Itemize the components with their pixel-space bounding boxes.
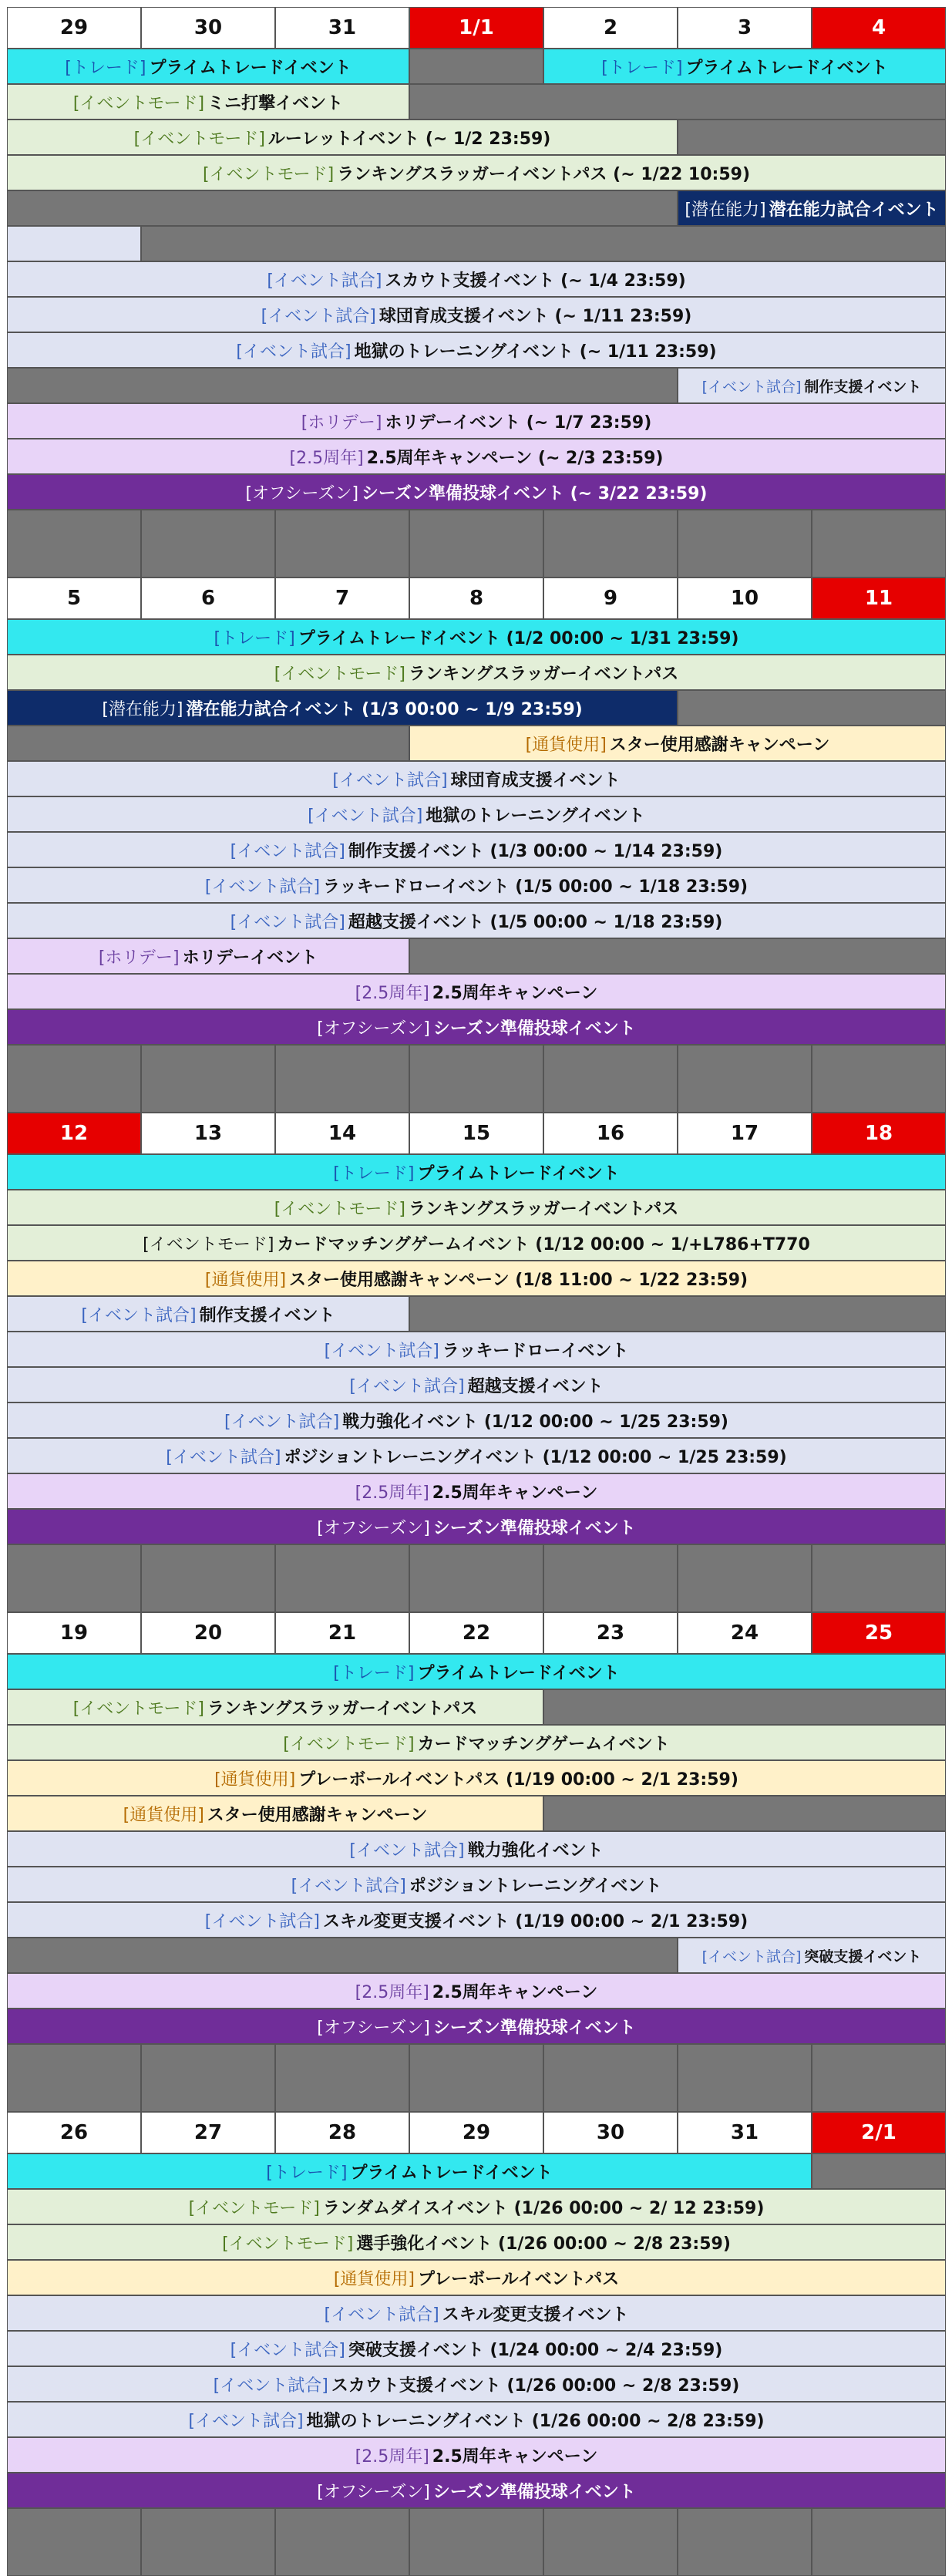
date-header[interactable]: 29 bbox=[409, 2112, 543, 2153]
event-category-tag: [イベント試合] bbox=[204, 1911, 320, 1931]
event-bar[interactable] bbox=[7, 690, 678, 726]
event-bar[interactable] bbox=[7, 1296, 409, 1332]
event-bar[interactable] bbox=[7, 938, 409, 974]
empty-slot bbox=[812, 1544, 946, 1612]
event-title: 球団育成支援イベント (~ 1/11 23:59) bbox=[378, 306, 692, 326]
event-category-tag: [2.5周年] bbox=[355, 983, 429, 1003]
event-category-tag: [イベント試合] bbox=[324, 1341, 439, 1361]
empty-slot bbox=[812, 2044, 946, 2112]
empty-slot bbox=[7, 2044, 141, 2112]
event-title: 地獄のトレーニングイベント (~ 1/11 23:59) bbox=[354, 342, 717, 362]
event-title: 超越支援イベント (1/5 00:00 ~ 1/18 23:59) bbox=[348, 912, 723, 932]
date-header[interactable]: 19 bbox=[7, 1612, 141, 1654]
event-bar[interactable] bbox=[7, 2260, 946, 2295]
event-category-tag: [トレード] bbox=[333, 1163, 415, 1184]
event-category-tag: [イベントモード] bbox=[222, 2234, 354, 2254]
empty-slot bbox=[678, 2044, 812, 2112]
event-title: ホリデーイベント (~ 1/7 23:59) bbox=[385, 412, 652, 433]
event-category-tag: [イベントモード] bbox=[274, 1199, 406, 1219]
empty-slot bbox=[409, 49, 543, 84]
event-bar[interactable] bbox=[7, 1190, 946, 1225]
date-header[interactable]: 7 bbox=[275, 577, 409, 619]
event-bar[interactable] bbox=[7, 974, 946, 1009]
event-title: ラッキードローイベント (1/5 00:00 ~ 1/18 23:59) bbox=[323, 877, 748, 897]
date-header[interactable]: 2 bbox=[543, 7, 678, 49]
event-category-tag: [イベント試合] bbox=[166, 1447, 281, 1467]
event-category-tag: [イベント試合] bbox=[261, 306, 376, 326]
empty-slot bbox=[678, 2508, 812, 2576]
event-category-tag: [2.5周年] bbox=[355, 2446, 429, 2467]
event-bar[interactable] bbox=[7, 1725, 946, 1760]
empty-slot bbox=[409, 1045, 543, 1113]
event-bar[interactable] bbox=[7, 120, 678, 155]
empty-slot bbox=[275, 2044, 409, 2112]
event-category-tag: [オフシーズン] bbox=[317, 2482, 430, 2502]
date-header[interactable]: 8 bbox=[409, 577, 543, 619]
event-title: 2.5周年キャンペーン bbox=[432, 1982, 598, 2002]
event-category-tag: [イベントモード] bbox=[72, 1699, 205, 1719]
event-title: 戦力強化イベント (1/12 00:00 ~ 1/25 23:59) bbox=[342, 1412, 728, 1432]
date-header[interactable]: 14 bbox=[275, 1113, 409, 1154]
event-title: ルーレットイベント (~ 1/2 23:59) bbox=[267, 129, 551, 149]
event-category-tag: [潜在能力] bbox=[685, 200, 766, 220]
event-category-tag: [オフシーズン] bbox=[317, 2018, 430, 2038]
event-bar[interactable] bbox=[7, 2331, 946, 2366]
event-category-tag: [通貨使用] bbox=[333, 2269, 415, 2289]
date-header[interactable]: 20 bbox=[141, 1612, 275, 1654]
empty-slot bbox=[543, 510, 678, 577]
empty-slot bbox=[141, 2044, 275, 2112]
event-category-tag: [通貨使用] bbox=[214, 1770, 296, 1790]
empty-slot bbox=[141, 1544, 275, 1612]
event-bar[interactable] bbox=[7, 1831, 946, 1867]
empty-slot bbox=[409, 1544, 543, 1612]
event-title: 2.5周年キャンペーン bbox=[432, 983, 598, 1003]
event-category-tag: [トレード] bbox=[65, 58, 146, 78]
date-header[interactable]: 16 bbox=[543, 1113, 678, 1154]
event-title: プレーボールイベントパス (1/19 00:00 ~ 2/1 23:59) bbox=[298, 1770, 738, 1790]
event-title: 2.5周年キャンペーン bbox=[432, 1483, 598, 1503]
event-title: プレーボールイベントパス bbox=[418, 2269, 620, 2289]
empty-slot bbox=[7, 1045, 141, 1113]
event-bar[interactable] bbox=[7, 49, 409, 84]
empty-slot bbox=[7, 510, 141, 577]
event-category-tag: [2.5周年] bbox=[355, 1982, 429, 2002]
event-title: スカウト支援イベント (~ 1/4 23:59) bbox=[385, 271, 686, 291]
event-category-tag: [オフシーズン] bbox=[317, 1518, 430, 1538]
event-category-tag: [ホリデー] bbox=[98, 948, 180, 968]
empty-slot bbox=[678, 510, 812, 577]
date-header[interactable]: 11 bbox=[812, 577, 946, 619]
date-header[interactable]: 13 bbox=[141, 1113, 275, 1154]
event-category-tag: [2.5周年] bbox=[355, 1483, 429, 1503]
event-bar[interactable] bbox=[409, 726, 946, 761]
event-category-tag: [イベント試合] bbox=[230, 912, 345, 932]
event-category-tag: [イベント試合] bbox=[188, 2411, 304, 2431]
event-title: 地獄のトレーニングイベント (1/26 00:00 ~ 2/8 23:59) bbox=[306, 2411, 765, 2431]
date-header[interactable]: 2/1 bbox=[812, 2112, 946, 2153]
event-bar[interactable] bbox=[7, 84, 409, 120]
date-header[interactable]: 4 bbox=[812, 7, 946, 49]
event-title: プライムトレードイベント bbox=[417, 1163, 620, 1184]
date-header[interactable]: 29 bbox=[7, 7, 141, 49]
empty-slot bbox=[812, 510, 946, 577]
event-category-tag: [イベントモード] bbox=[143, 1234, 274, 1254]
event-bar[interactable] bbox=[7, 1009, 946, 1045]
event-bar[interactable] bbox=[7, 1438, 946, 1473]
event-category-tag: [イベント試合] bbox=[332, 770, 448, 790]
event-bar[interactable] bbox=[7, 1796, 543, 1831]
event-category-tag: [トレード] bbox=[266, 2163, 348, 2183]
event-bar[interactable] bbox=[7, 903, 946, 938]
event-title: スキル変更支援イベント (1/19 00:00 ~ 2/1 23:59) bbox=[322, 1911, 748, 1931]
date-header[interactable]: 24 bbox=[678, 1612, 812, 1654]
empty-slot bbox=[812, 1045, 946, 1113]
event-title: ランキングスラッガーイベントパス (~ 1/22 10:59) bbox=[337, 164, 751, 184]
empty-slot bbox=[409, 510, 543, 577]
event-title: プライムトレードイベント (1/2 00:00 ~ 1/31 23:59) bbox=[298, 628, 739, 648]
event-bar[interactable] bbox=[7, 261, 946, 297]
event-bar[interactable] bbox=[7, 1760, 946, 1796]
event-title: スカウト支援イベント (1/26 00:00 ~ 2/8 23:59) bbox=[331, 2376, 740, 2396]
date-header[interactable]: 25 bbox=[812, 1612, 946, 1654]
event-category-tag: [オフシーズン] bbox=[317, 1019, 430, 1039]
empty-slot bbox=[7, 226, 141, 261]
event-bar[interactable] bbox=[7, 655, 946, 690]
calendar-week bbox=[7, 2112, 946, 2576]
date-header[interactable]: 30 bbox=[141, 7, 275, 49]
event-title: ランキングスラッガーイベントパス bbox=[207, 1699, 478, 1719]
empty-slot bbox=[141, 2508, 275, 2576]
event-title: ランダムダイスイベント (1/26 00:00 ~ 2/ 12 23:59) bbox=[322, 2198, 765, 2218]
date-header[interactable]: 1/1 bbox=[409, 7, 543, 49]
empty-slot bbox=[275, 1544, 409, 1612]
event-title: ポジショントレーニングイベント (1/12 00:00 ~ 1/25 23:59) bbox=[284, 1447, 787, 1467]
date-header[interactable]: 12 bbox=[7, 1113, 141, 1154]
event-bar[interactable] bbox=[543, 49, 946, 84]
event-title: 制作支援イベント (1/3 00:00 ~ 1/14 23:59) bbox=[348, 841, 723, 861]
empty-slot bbox=[7, 2508, 141, 2576]
event-bar[interactable] bbox=[7, 2224, 946, 2260]
date-header[interactable]: 30 bbox=[543, 2112, 678, 2153]
event-bar[interactable] bbox=[7, 2473, 946, 2508]
date-header[interactable]: 31 bbox=[678, 2112, 812, 2153]
event-category-tag: [トレード] bbox=[601, 58, 683, 78]
event-title: ミニ打撃イベント bbox=[207, 93, 344, 113]
event-title: プライムトレードイベント bbox=[350, 2163, 553, 2183]
date-header[interactable]: 15 bbox=[409, 1113, 543, 1154]
event-title: 突破支援イベント bbox=[804, 1948, 922, 1965]
event-bar[interactable] bbox=[7, 1332, 946, 1367]
date-header[interactable]: 28 bbox=[275, 2112, 409, 2153]
empty-slot bbox=[543, 2508, 678, 2576]
empty-slot bbox=[275, 510, 409, 577]
event-title: 地獄のトレーニングイベント bbox=[426, 806, 645, 826]
event-bar[interactable] bbox=[7, 2437, 946, 2473]
event-category-tag: [オフシーズン] bbox=[245, 483, 359, 503]
event-category-tag: [イベントモード] bbox=[72, 93, 205, 113]
event-category-tag: [イベント試合] bbox=[267, 271, 382, 291]
empty-slot bbox=[7, 368, 678, 403]
event-category-tag: [イベントモード] bbox=[188, 2198, 320, 2218]
event-bar[interactable] bbox=[7, 867, 946, 903]
date-header[interactable]: 23 bbox=[543, 1612, 678, 1654]
event-bar[interactable] bbox=[7, 439, 946, 474]
empty-slot bbox=[543, 1689, 946, 1725]
event-title: プライムトレードイベント bbox=[685, 58, 888, 78]
date-header[interactable]: 21 bbox=[275, 1612, 409, 1654]
event-title: 制作支援イベント bbox=[199, 1305, 335, 1325]
event-title: 球団育成支援イベント bbox=[450, 770, 621, 790]
event-category-tag: [イベント試合] bbox=[81, 1305, 197, 1325]
event-title: ラッキードローイベント bbox=[442, 1341, 629, 1361]
event-category-tag: [イベント試合] bbox=[230, 841, 345, 861]
date-header[interactable]: 6 bbox=[141, 577, 275, 619]
empty-slot bbox=[141, 1045, 275, 1113]
empty-slot bbox=[678, 690, 946, 726]
event-category-tag: [ホリデー] bbox=[301, 412, 382, 433]
event-bar[interactable] bbox=[7, 796, 946, 832]
date-header[interactable]: 31 bbox=[275, 7, 409, 49]
event-bar[interactable] bbox=[678, 190, 946, 226]
calendar-week bbox=[7, 7, 946, 577]
calendar-week bbox=[7, 577, 946, 1113]
event-category-tag: [イベント試合] bbox=[349, 1840, 465, 1860]
event-title: ホリデーイベント bbox=[182, 948, 318, 968]
event-bar[interactable] bbox=[7, 403, 946, 439]
event-title: カードマッチングゲームイベント bbox=[417, 1734, 670, 1754]
event-title: ランキングスラッガーイベントパス bbox=[409, 664, 679, 684]
event-bar[interactable] bbox=[7, 2189, 946, 2224]
event-bar[interactable] bbox=[7, 2153, 812, 2189]
event-category-tag: [2.5周年] bbox=[289, 448, 364, 468]
empty-slot bbox=[678, 120, 946, 155]
event-bar[interactable] bbox=[7, 832, 946, 867]
event-bar[interactable] bbox=[7, 332, 946, 368]
empty-slot bbox=[812, 2508, 946, 2576]
event-category-tag: [イベントモード] bbox=[274, 664, 406, 684]
event-bar[interactable] bbox=[7, 2295, 946, 2331]
event-title: 制作支援イベント bbox=[804, 378, 922, 396]
empty-slot bbox=[7, 726, 409, 761]
event-category-tag: [イベントモード] bbox=[133, 129, 265, 149]
event-category-tag: [イベント試合] bbox=[308, 806, 423, 826]
event-bar[interactable] bbox=[7, 1154, 946, 1190]
event-category-tag: [イベント試合] bbox=[701, 1948, 802, 1965]
event-title: 選手強化イベント (1/26 00:00 ~ 2/8 23:59) bbox=[356, 2234, 731, 2254]
event-bar[interactable] bbox=[7, 1261, 946, 1296]
event-category-tag: [通貨使用] bbox=[204, 1270, 287, 1290]
empty-slot bbox=[678, 1544, 812, 1612]
event-bar[interactable] bbox=[7, 2009, 946, 2044]
event-title: シーズン準備投球イベント bbox=[432, 2482, 636, 2502]
empty-slot bbox=[543, 1045, 678, 1113]
date-header[interactable]: 18 bbox=[812, 1113, 946, 1154]
event-title: スター使用感謝キャンペーン (1/8 11:00 ~ 1/22 23:59) bbox=[289, 1270, 748, 1290]
empty-slot bbox=[409, 2044, 543, 2112]
event-bar[interactable] bbox=[678, 1938, 946, 1973]
event-title: シーズン準備投球イベント (~ 3/22 23:59) bbox=[362, 483, 708, 503]
empty-slot bbox=[141, 510, 275, 577]
empty-slot bbox=[543, 1796, 946, 1831]
event-category-tag: [イベント試合] bbox=[224, 1412, 340, 1432]
event-bar[interactable] bbox=[7, 2402, 946, 2437]
event-title: スキル変更支援イベント bbox=[442, 2305, 629, 2325]
date-header[interactable]: 10 bbox=[678, 577, 812, 619]
event-category-tag: [イベント試合] bbox=[236, 342, 352, 362]
event-title: スター使用感謝キャンペーン bbox=[207, 1805, 428, 1825]
event-category-tag: [通貨使用] bbox=[123, 1805, 204, 1825]
empty-slot bbox=[678, 1045, 812, 1113]
event-bar[interactable] bbox=[7, 155, 946, 190]
event-bar[interactable] bbox=[7, 1473, 946, 1509]
event-bar[interactable] bbox=[678, 368, 946, 403]
event-title: 2.5周年キャンペーン bbox=[432, 2446, 598, 2467]
event-bar[interactable] bbox=[7, 1509, 946, 1544]
event-title: 潜在能力試合イベント bbox=[769, 200, 939, 220]
event-title: プライムトレードイベント bbox=[417, 1663, 620, 1683]
event-category-tag: [イベント試合] bbox=[230, 2340, 345, 2360]
empty-slot bbox=[409, 84, 946, 120]
event-category-tag: [イベント試合] bbox=[204, 877, 321, 897]
event-title: ランキングスラッガーイベントパス bbox=[409, 1199, 679, 1219]
empty-slot bbox=[7, 1544, 141, 1612]
empty-slot bbox=[7, 190, 678, 226]
date-header[interactable]: 9 bbox=[543, 577, 678, 619]
empty-slot bbox=[409, 2508, 543, 2576]
calendar-week bbox=[7, 1612, 946, 2112]
date-header[interactable]: 22 bbox=[409, 1612, 543, 1654]
empty-slot bbox=[141, 226, 946, 261]
event-bar[interactable] bbox=[7, 1973, 946, 2009]
event-title: シーズン準備投球イベント bbox=[432, 1019, 636, 1039]
event-bar[interactable] bbox=[7, 1654, 946, 1689]
event-bar[interactable] bbox=[7, 1402, 946, 1438]
event-category-tag: [通貨使用] bbox=[525, 735, 607, 755]
event-category-tag: [イベント試合] bbox=[324, 2305, 439, 2325]
event-bar[interactable] bbox=[7, 1225, 946, 1261]
event-title: 戦力強化イベント bbox=[467, 1840, 604, 1860]
event-category-tag: [イベント試合] bbox=[701, 378, 802, 396]
event-category-tag: [イベント試合] bbox=[291, 1876, 406, 1896]
event-category-tag: [イベントモード] bbox=[202, 164, 335, 184]
empty-slot bbox=[812, 2153, 946, 2189]
event-category-tag: [トレード] bbox=[214, 628, 295, 648]
event-category-tag: [潜在能力] bbox=[102, 699, 183, 719]
event-bar[interactable] bbox=[7, 1689, 543, 1725]
date-header[interactable]: 27 bbox=[141, 2112, 275, 2153]
empty-slot bbox=[275, 2508, 409, 2576]
empty-slot bbox=[409, 1296, 946, 1332]
event-bar[interactable] bbox=[7, 1902, 946, 1938]
event-title: 突破支援イベント (1/24 00:00 ~ 2/4 23:59) bbox=[348, 2340, 723, 2360]
date-header[interactable]: 26 bbox=[7, 2112, 141, 2153]
empty-slot bbox=[543, 2044, 678, 2112]
event-category-tag: [イベントモード] bbox=[283, 1734, 415, 1754]
date-header[interactable]: 3 bbox=[678, 7, 812, 49]
event-title: シーズン準備投球イベント bbox=[432, 2018, 636, 2038]
event-title: プライムトレードイベント bbox=[149, 58, 352, 78]
event-category-tag: [トレード] bbox=[333, 1663, 415, 1683]
event-category-tag: [イベント試合] bbox=[349, 1376, 465, 1396]
date-header[interactable]: 17 bbox=[678, 1113, 812, 1154]
event-bar[interactable] bbox=[7, 1867, 946, 1902]
date-header[interactable]: 5 bbox=[7, 577, 141, 619]
empty-slot bbox=[275, 1045, 409, 1113]
empty-slot bbox=[409, 938, 946, 974]
event-bar[interactable] bbox=[7, 619, 946, 655]
event-bar[interactable] bbox=[7, 761, 946, 796]
event-title: スター使用感謝キャンペーン bbox=[609, 735, 830, 755]
event-bar[interactable] bbox=[7, 1367, 946, 1402]
calendar-week bbox=[7, 1113, 946, 1612]
event-title: 潜在能力試合イベント (1/3 00:00 ~ 1/9 23:59) bbox=[186, 699, 583, 719]
event-title: カードマッチングゲームイベント (1/12 00:00 ~ 1/+L786+T770 bbox=[277, 1234, 810, 1254]
event-title: 2.5周年キャンペーン (~ 2/3 23:59) bbox=[366, 448, 664, 468]
event-title: シーズン準備投球イベント bbox=[432, 1518, 636, 1538]
event-title: ポジショントレーニングイベント bbox=[409, 1876, 662, 1896]
event-bar[interactable] bbox=[7, 2366, 946, 2402]
event-bar[interactable] bbox=[7, 474, 946, 510]
event-bar[interactable] bbox=[7, 297, 946, 332]
event-category-tag: [イベント試合] bbox=[213, 2376, 328, 2396]
event-title: 超越支援イベント bbox=[467, 1376, 604, 1396]
empty-slot bbox=[7, 1938, 678, 1973]
empty-slot bbox=[543, 1544, 678, 1612]
